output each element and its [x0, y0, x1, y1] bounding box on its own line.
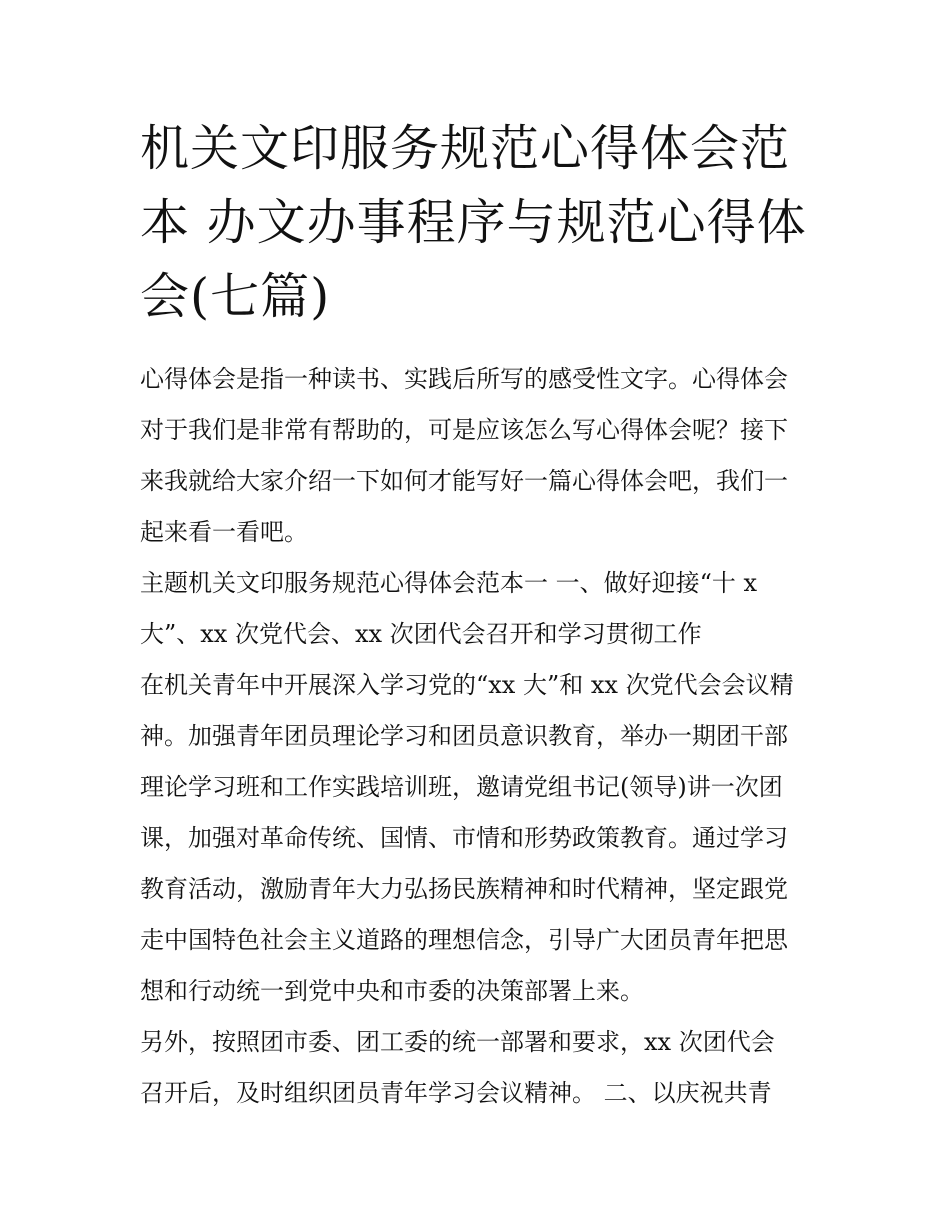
body-line-14: 另外，按照团市委、团工委的统一部署和要求，xx 次团代会	[140, 1028, 775, 1056]
body-line-9: 理论学习班和工作实践培训班，邀请党组书记(领导)讲一次团	[140, 773, 783, 801]
title-line-1: 机关文印服务规范心得体会范	[140, 120, 791, 177]
title-line-3: 会(七篇)	[140, 268, 331, 325]
body-line-10: 课，加强对革命传统、国情、市情和形势政策教育。通过学习	[140, 824, 788, 852]
body-line-1: 心得体会是指一种读书、实践后所写的感受性文字。心得体会	[140, 365, 788, 393]
body-line-6: 大”、xx 次党代会、xx 次团代会召开和学习贯彻工作	[140, 620, 702, 648]
title-line-2: 本 办文办事程序与规范心得体	[140, 194, 807, 251]
body-line-11: 教育活动，激励青年大力弘扬民族精神和时代精神，坚定跟党	[140, 875, 788, 903]
body-line-12: 走中国特色社会主义道路的理想信念，引导广大团员青年把思	[140, 926, 788, 954]
body-line-8: 神。加强青年团员理论学习和团员意识教育，举办一期团干部	[140, 722, 788, 750]
body-line-5: 主题机关文印服务规范心得体会范本一 一、做好迎接“十 x	[140, 569, 758, 597]
body-line-7: 在机关青年中开展深入学习党的“xx 大”和 xx 次党代会会议精	[140, 671, 794, 699]
body-line-4: 起来看一看吧。	[140, 518, 308, 546]
document-body	[140, 357, 820, 1122]
body-line-13: 想和行动统一到党中央和市委的决策部署上来。	[140, 977, 644, 1005]
document-title	[140, 112, 820, 334]
body-line-15: 召开后，及时组织团员青年学习会议精神。 二、以庆祝共青	[140, 1079, 772, 1107]
body-line-2: 对于我们是非常有帮助的，可是应该怎么写心得体会呢？接下	[140, 416, 788, 444]
body-line-3: 来我就给大家介绍一下如何才能写好一篇心得体会吧，我们一	[140, 467, 788, 495]
